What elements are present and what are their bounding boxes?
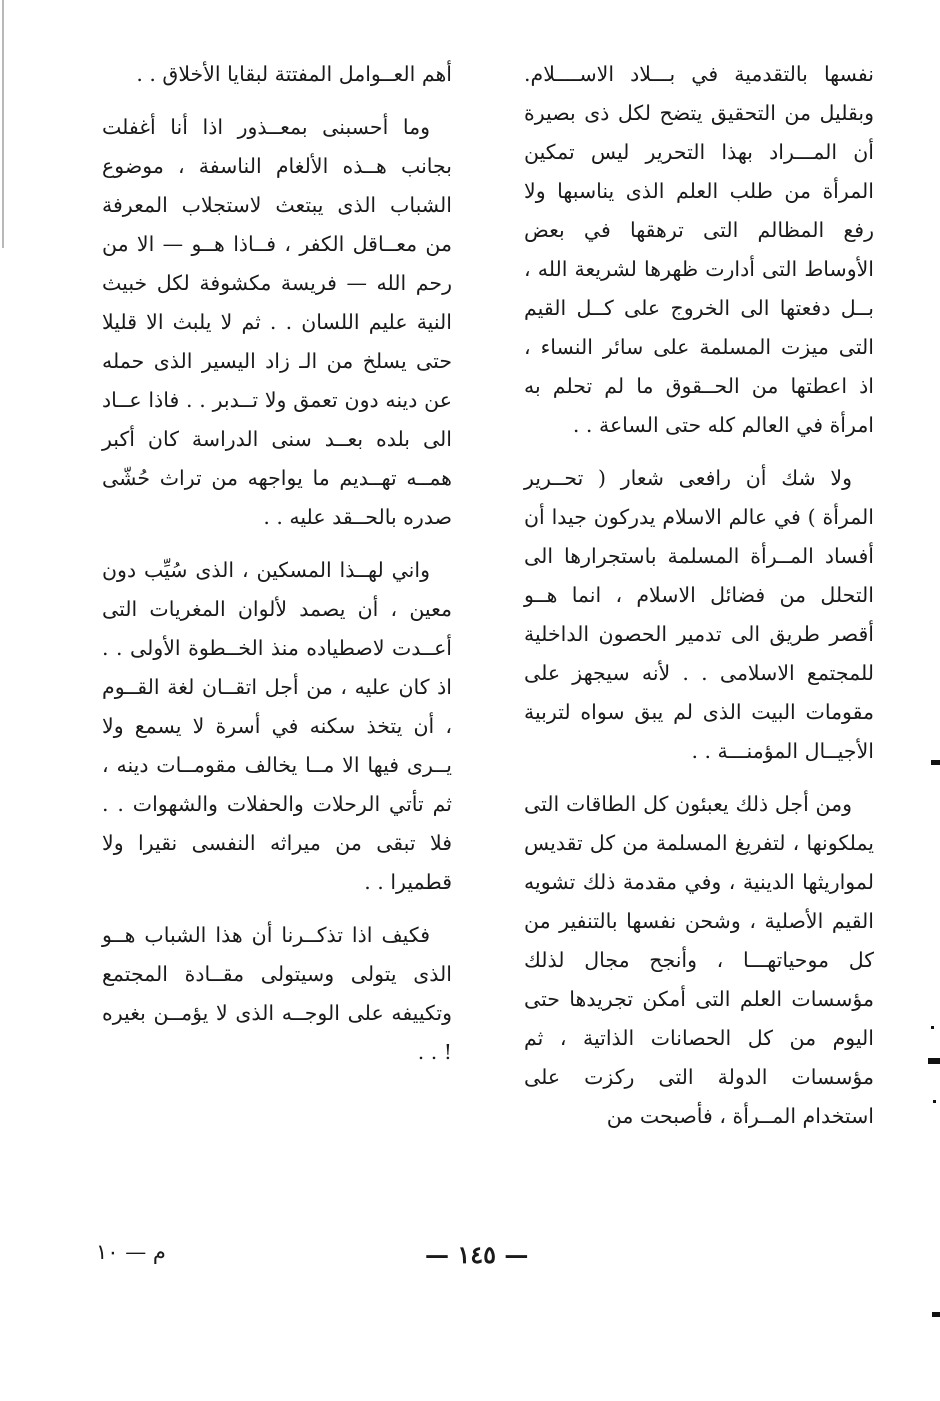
paragraph: وما أحسبنى بمعــذور اذا أنا أغفلت بجانب هــذه الألغام الناسفة ، موضوع الشباب الذى يبتعث لاستجلاب المعرفة من معــاقل الكفر ، فــاذا هــو — الا من رحم الله — فريسة مكشوفة لكل خبيث النية عليم اللسان . . ثم لا يلبث الا قليلا حتى يسلخ من الـ زاد اليسير الذى حمله عن دينه دون تعمق ولا تــدبر . . فاذا عــاد الى بلده بعــد سنى الدراسة كان أكبر همــه تهــديم ما يواجهه من تراث حُشّى صدره بالحــقد عليه . . (102, 115, 452, 529)
text-column-right (524, 55, 874, 1150)
page-number: — ١٤٥ — (425, 1240, 529, 1269)
scan-edge-line (2, 0, 4, 248)
page-footer (0, 1240, 940, 1280)
scan-mark (931, 760, 940, 765)
paragraph: واني لهــذا المسكين ، الذى سُيِّب دون معين ، أن يصمد لألوان المغريات التى أعــدت لاصطياده منذ الخــطوة الأولى . . اذ كان عليه ، من أجل اتقــان لغة القــوم ، أن يتخذ سكنه في أسرة لا يسمع ولا يــرى فيها الا مــا يخالف مقومــات دينه ، ثم تأتي الرحلات والحفلات والشهوات . . فلا تبقى من ميراثه النفسى نقيرا ولا قطميرا . . (102, 558, 452, 894)
scan-mark (931, 1026, 934, 1029)
scan-mark (928, 1058, 940, 1064)
paragraph: فكيف اذا تذكــرنا أن هذا الشباب هــو الذى يتولى وسيتولى مقــادة المجتمع وتكييفه على الوجــه الذى لا يؤمــن بغيره ! . . (102, 923, 452, 1064)
paragraph: نفسها بالتقدمية في بـــلاد الاســــلام. وبقليل من التحقيق يتضح لكل ذى بصيرة أن المـــراد بهذا التحرير ليس تمكين المرأة من طلب العلم الذى يناسبها ولا رفع المظالم التى ترهقها في بعض الأوساط التى أدارت ظهرها لشريعة الله ، بــل دفعتها الى الخروج على كــل القيم التى ميزت المسلمة على سائر النساء ، اذ اعطتها من الحــقوق ما لم تحلم به امرأة في العالم كله حتى الساعة . . (524, 62, 874, 437)
paragraph: ومن أجل ذلك يعبئون كل الطاقات التى يملكونها ، لتفريغ المسلمة من كل تقديس لمواريثها الدينية ، وفي مقدمة ذلك تشويه القيم الأصلية ، وشحن نفسها بالتنفير من كل موحياتهـــا ، وأنجح مجال لذلك مؤسسات العلم التى أمكن تجريدها حتى اليوم من كل الحصانات الذاتية ، ثم مؤسسات الدولة التى ركزت على استخدام المــرأة ، فأصبحت من (524, 792, 874, 1128)
scan-mark (933, 1100, 936, 1103)
text-column-left (102, 55, 452, 1086)
paragraph: أهم العــوامل المفتتة لبقايا الأخلاق . . (136, 62, 452, 86)
scan-mark (932, 1312, 940, 1317)
paragraph: ولا شك أن رافعى شعار ( تحــرير المرأة ) في عالم الاسلام يدركون جيدا أن أفساد المــرأة المسلمة باستجرارها الى التحلل من فضائل الاسلام ، انما هــو أقصر طريق الى تدمير الحصون الداخلية للمجتمع الاسلامى . . لأنه سيجهز على مقومات البيت الذى لم يبق سواه لتربية الأجيــال المؤمنـــة . . (524, 466, 874, 763)
signature-mark: م — ١٠ (96, 1240, 166, 1264)
